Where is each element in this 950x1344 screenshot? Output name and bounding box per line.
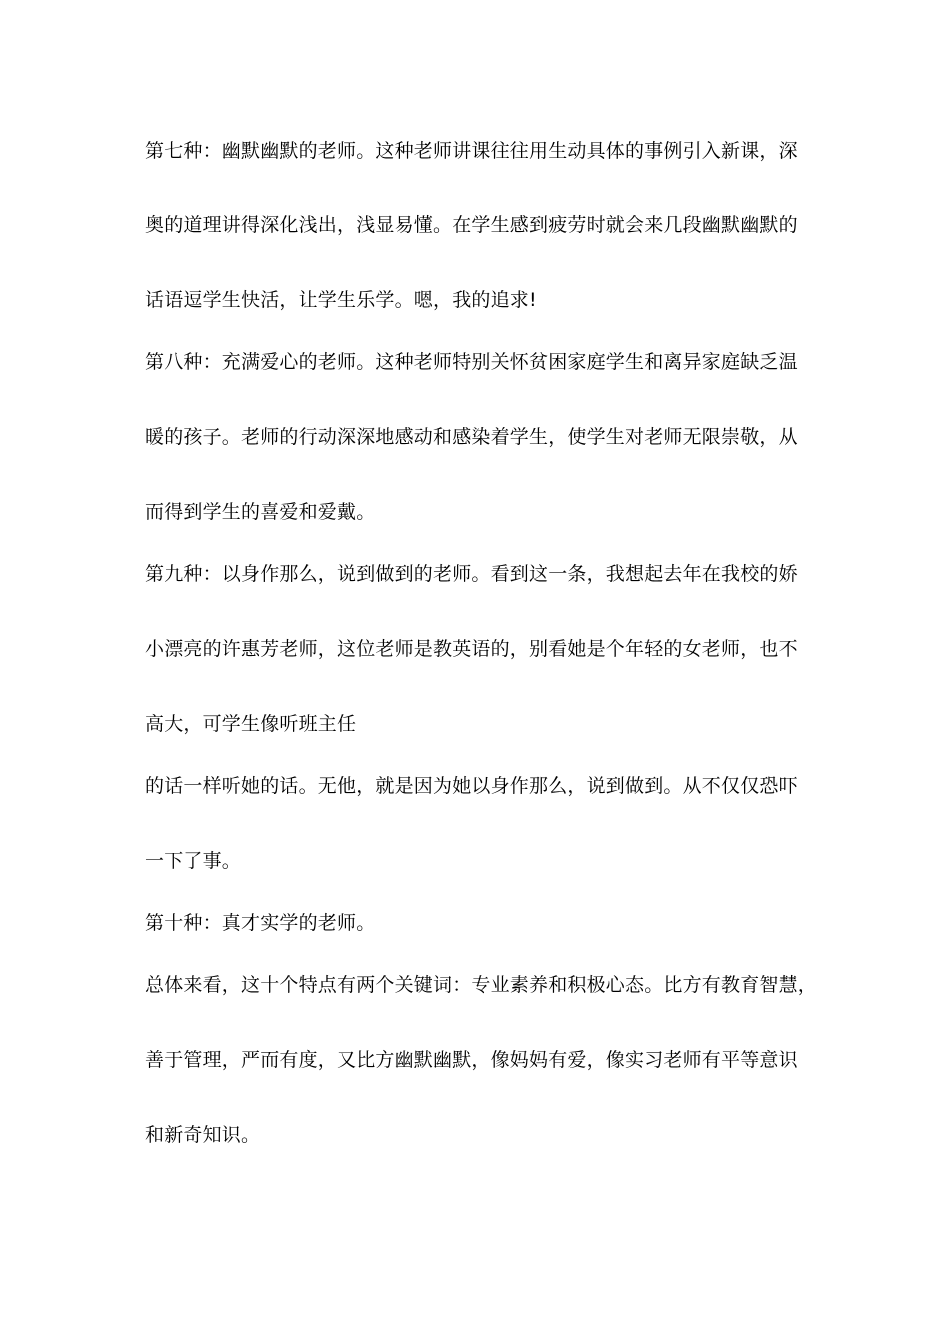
text-line: 善于管理，严而有度，又比方幽默幽默，像妈妈有爱，像实习老师有平等意识 (145, 1049, 798, 1071)
text-line: 奥的道理讲得深化浅出，浅显易懂。在学生感到疲劳时就会来几段幽默幽默的 (145, 214, 798, 236)
text-line: 第九种：以身作那么，说到做到的老师。看到这一条，我想起去年在我校的娇 (145, 563, 798, 585)
text-line: 小漂亮的许惠芳老师，这位老师是教英语的，别看她是个年轻的女老师，也不 (145, 638, 798, 660)
text-line: 话语逗学生快活，让学生乐学。嗯，我的追求! (145, 289, 537, 311)
text-line: 暖的孩子。老师的行动深深地感动和感染着学生，使学生对老师无限崇敬，从 (145, 426, 798, 448)
text-line: 而得到学生的喜爱和爱戴。 (145, 501, 376, 523)
text-line: 第八种：充满爱心的老师。这种老师特别关怀贫困家庭学生和离异家庭缺乏温 (145, 351, 798, 373)
text-line: 第七种：幽默幽默的老师。这种老师讲课往往用生动具体的事例引入新课，深 (145, 140, 798, 162)
text-line: 一下了事。 (145, 850, 242, 872)
text-line: 高大，可学生像听班主任 (145, 713, 357, 735)
text-line: 和新奇知识。 (145, 1124, 261, 1146)
text-line: 总体来看，这十个特点有两个关键词：专业素养和积极心态。比方有教育智慧， (145, 974, 818, 996)
text-line: 第十种：真才实学的老师。 (145, 912, 376, 934)
text-line: 的话一样听她的话。无他，就是因为她以身作那么，说到做到。从不仅仅恐吓 (145, 775, 798, 797)
